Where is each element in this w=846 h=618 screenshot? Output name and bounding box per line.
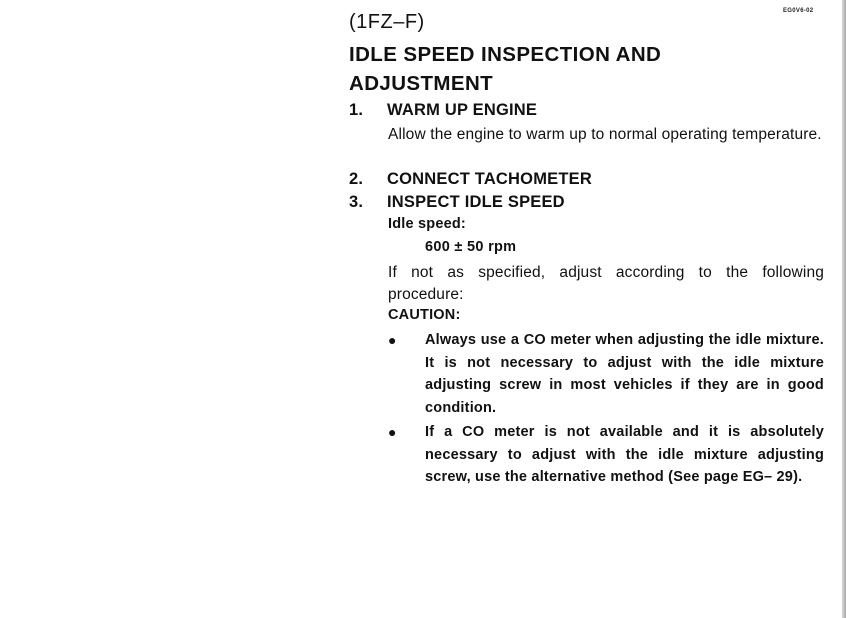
step-3-number: 3. bbox=[349, 193, 364, 211]
caution-bullet-1: Always use a CO meter when adjusting the idle mixture. It is not necessary to adjust with the idle mixture adjusting screw in most vehicles if they are in good condition. bbox=[425, 332, 824, 416]
step-2-heading bbox=[349, 170, 829, 189]
adjust-procedure-text: If not as specified, adjust according to the following procedure: bbox=[388, 264, 824, 303]
idle-speed-value: 600 ± 50 rpm bbox=[425, 239, 517, 255]
step-1-heading bbox=[349, 101, 829, 120]
step-1-text: Allow the engine to warm up to normal operating temperature. bbox=[388, 126, 822, 143]
page-title-line-1: IDLE SPEED INSPECTION AND bbox=[349, 43, 662, 66]
page-title bbox=[349, 40, 709, 98]
step-1-number: 1. bbox=[349, 101, 364, 119]
document-code: EG0V6-02 bbox=[783, 8, 814, 14]
step-2-title: CONNECT TACHOMETER bbox=[387, 170, 592, 188]
step-3-heading bbox=[349, 193, 829, 212]
idle-speed-label: Idle speed: bbox=[388, 216, 466, 232]
bullet-1-dot: ● bbox=[388, 332, 397, 348]
step-2-number: 2. bbox=[349, 170, 364, 188]
step-3-title: INSPECT IDLE SPEED bbox=[387, 193, 565, 211]
page-title-line-2: ADJUSTMENT bbox=[349, 72, 494, 95]
page-edge-shadow bbox=[842, 0, 846, 618]
bullet-2-dot: ● bbox=[388, 424, 397, 440]
caution-label: CAUTION: bbox=[388, 307, 461, 323]
engine-code-heading: (1FZ–F) bbox=[349, 11, 425, 33]
step-1-title: WARM UP ENGINE bbox=[387, 101, 538, 119]
caution-bullet-2: If a CO meter is not available and it is absolutely necessary to adjust with the idle mixture adjusting screw, use the alternative method (See page EG– 29). bbox=[425, 424, 824, 485]
